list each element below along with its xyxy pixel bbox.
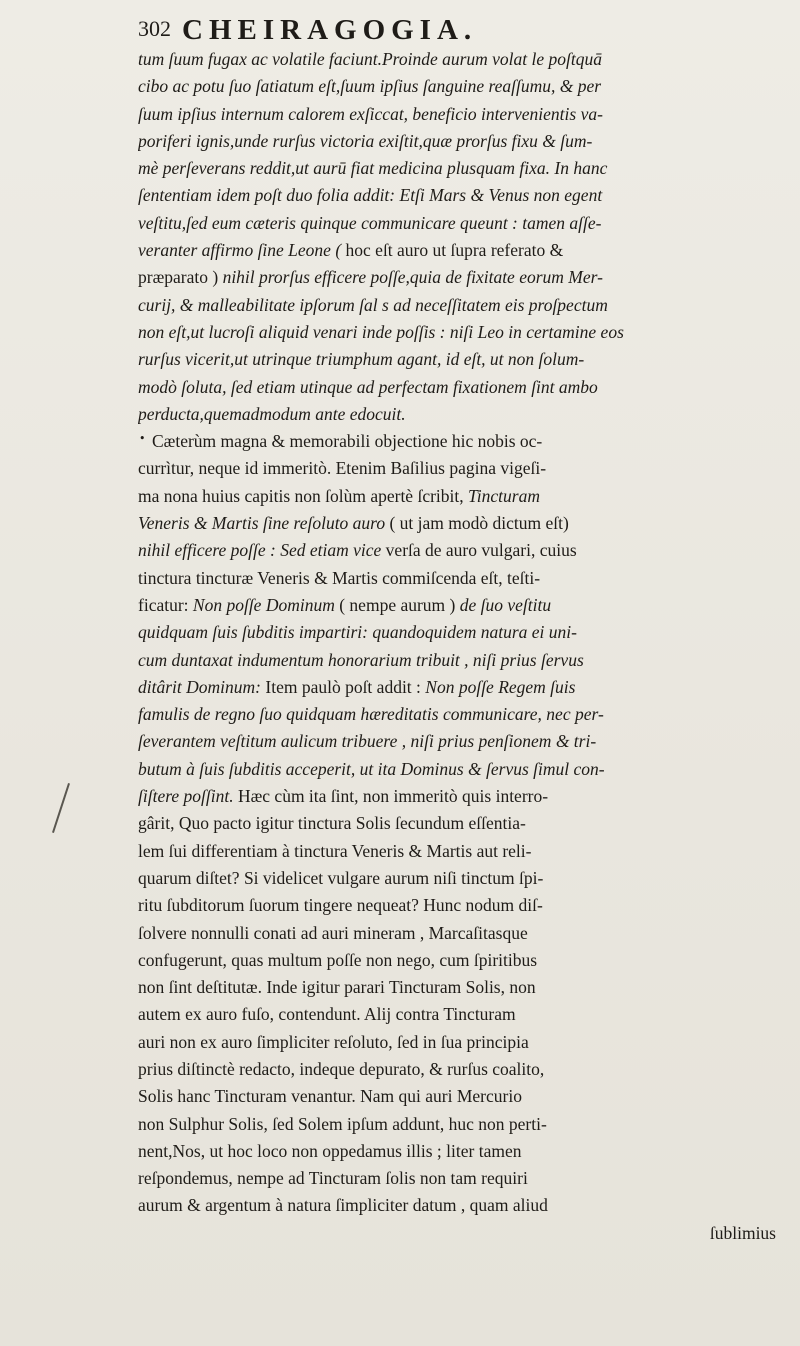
text-line bbox=[138, 592, 790, 619]
text-line: cum duntaxat indumentum honorarium tribuit , niſi prius ſervus bbox=[138, 649, 584, 670]
text-line: nent,Nos, ut hoc loco non oppedamus illis ; liter tamen bbox=[138, 1140, 522, 1161]
page-number: 302 bbox=[138, 16, 171, 41]
text-line: ſolvere nonnulli conati ad auri mineram , Marcaſitasque bbox=[138, 922, 528, 943]
text-line: non eſt,ut lucroſi aliquid venari inde poſſis : niſi Leo in certamine eos bbox=[138, 321, 624, 342]
text-run: Non poſſe Dominum bbox=[192, 594, 340, 615]
text-run: Veneris & Martis ſine reſoluto auro bbox=[138, 513, 390, 534]
text-line: tinctura tincturæ Veneris & Martis commiſcenda eſt, teſti- bbox=[138, 567, 541, 588]
text-line: aurum & argentum à natura ſimpliciter datum , quam aliud bbox=[138, 1195, 548, 1216]
catchword: ſublimius bbox=[709, 1222, 776, 1243]
text-line: ſeverantem veſtitum aulicum tribuere , niſi prius penſionem & tri- bbox=[138, 731, 597, 752]
text-line: ſuum ipſius internum calorem exſiccat, beneficio intervenientis va- bbox=[138, 103, 603, 124]
text-line: curij, & malleabilitate ipſorum ſal s ad neceſſitatem eis proſpectum bbox=[138, 294, 608, 315]
text-line: modò ſoluta, ſed etiam utinque ad perfectam fixationem ſint ambo bbox=[138, 376, 598, 397]
text-line: non ſint deſtitutæ. Inde igitur parari Tincturam Solis, non bbox=[138, 977, 536, 998]
text-run: ſiſtere poſſint. bbox=[138, 786, 238, 807]
body-text bbox=[138, 46, 790, 1247]
text-run: ( nempe aurum ) bbox=[339, 594, 460, 615]
running-head bbox=[138, 14, 778, 46]
text-run: Non poſſe Regem ſuis bbox=[425, 676, 576, 697]
text-run: veranter affirmo ſine Leone ( bbox=[138, 240, 346, 261]
text-line: poriferi ignis,unde rurſus victoria exiſtit,quæ prorſus fixu & ſum- bbox=[138, 130, 593, 151]
text-line: famulis de regno ſuo quidquam hæreditatis communicare, nec per- bbox=[138, 704, 604, 725]
text-line: lem ſui differentiam à tinctura Veneris & Martis aut reli- bbox=[138, 840, 532, 861]
text-line bbox=[138, 783, 790, 810]
text-run: præparato ) bbox=[138, 267, 223, 288]
text-run: verſa de auro vulgari, cuius bbox=[385, 540, 577, 561]
text-run: Hæc cùm ita ſint, non immeritò quis interro- bbox=[237, 786, 549, 807]
text-line: veſtitu,ſed eum cæteris quinque communicare queunt : tamen aſſe- bbox=[138, 212, 602, 233]
text-line bbox=[138, 237, 790, 264]
text-run: nihil efficere poſſe : Sed etiam vice bbox=[138, 540, 386, 561]
text-line bbox=[138, 674, 790, 701]
margin-stroke bbox=[52, 783, 70, 833]
text-line: autem ex auro fuſo, contendunt. Alij contra Tincturam bbox=[138, 1004, 516, 1025]
text-run: Item paulò poſt addit : bbox=[265, 676, 426, 697]
text-run: ficatur: bbox=[138, 594, 193, 615]
text-line: confugerunt, quas multum poſſe non nego, cum ſpiritibus bbox=[138, 949, 538, 970]
text-line: prius diſtinctè redacto, indeque depurato, & rurſus coalito, bbox=[138, 1058, 545, 1079]
text-line: ritu ſubditorum ſuorum tingere nequeat? Hunc nodum diſ- bbox=[138, 895, 543, 916]
text-line bbox=[138, 483, 790, 510]
text-line: quidquam ſuis ſubditis impartiri: quandoquidem natura ei uni- bbox=[138, 622, 577, 643]
text-line: tum ſuum fugax ac volatile faciunt.Proinde aurum volat le poſtquā bbox=[138, 49, 603, 69]
text-line: butum à ſuis ſubditis acceperit, ut ita Dominus & ſervus ſimul con- bbox=[138, 758, 605, 779]
text-run: ma nona huius capitis non ſolùm apertè ſcribit, bbox=[138, 485, 468, 506]
text-line: perducta,quemadmodum ante edocuit. bbox=[138, 403, 406, 424]
text-line: ſententiam idem poſt duo folia addit: Etſi Mars & Venus non egent bbox=[138, 185, 603, 206]
text-run: hoc eſt auro ut ſupra referato & bbox=[345, 240, 564, 261]
text-line: gârit, Quo pacto igitur tinctura Solis ſecundum eſſentia- bbox=[138, 813, 526, 834]
text-line: auri non ex auro ſimpliciter reſoluto, ſed in ſua principia bbox=[138, 1031, 529, 1052]
text-run: ( ut jam modò dictum eſt) bbox=[389, 513, 569, 534]
text-line: cibo ac potu ſuo ſatiatum eſt,ſuum ipſius ſanguine reaſſumu, & per bbox=[138, 76, 602, 97]
text-run: de ſuo veſtitu bbox=[459, 594, 552, 615]
text-run: ditârit Dominum: bbox=[138, 676, 266, 697]
text-line: Solis hanc Tincturam venantur. Nam qui auri Mercurio bbox=[138, 1086, 522, 1107]
running-title: CHEIRAGOGIA. bbox=[182, 14, 478, 46]
text-line: mè perſeverans reddit,ut aurū fiat medicina plusquam fixa. In hanc bbox=[138, 158, 608, 179]
text-line: Cæterùm magna & memorabili objectione hic nobis oc- bbox=[152, 431, 543, 452]
text-line: reſpondemus, nempe ad Tincturam ſolis non tam requiri bbox=[138, 1168, 528, 1189]
text-line: rurſus vicerit,ut utrinque triumphum agant, id eſt, ut non ſolum- bbox=[138, 349, 585, 370]
text-run: nihil prorſus efficere poſſe,quia de fixitate eorum Mer- bbox=[222, 267, 603, 288]
text-line: quarum diſtet? Si videlicet vulgare aurum niſi tinctum ſpi- bbox=[138, 867, 544, 888]
text-line bbox=[138, 510, 790, 537]
text-line bbox=[138, 264, 790, 291]
text-run: Tincturam bbox=[468, 485, 540, 506]
text-line bbox=[138, 537, 790, 564]
paragraph-mark: • bbox=[139, 432, 146, 445]
text-line: non Sulphur Solis, ſed Solem ipſum addunt, huc non perti- bbox=[138, 1113, 547, 1134]
text-line: currìtur, neque id immeritò. Etenim Baſilius pagina vigeſi- bbox=[138, 458, 547, 479]
